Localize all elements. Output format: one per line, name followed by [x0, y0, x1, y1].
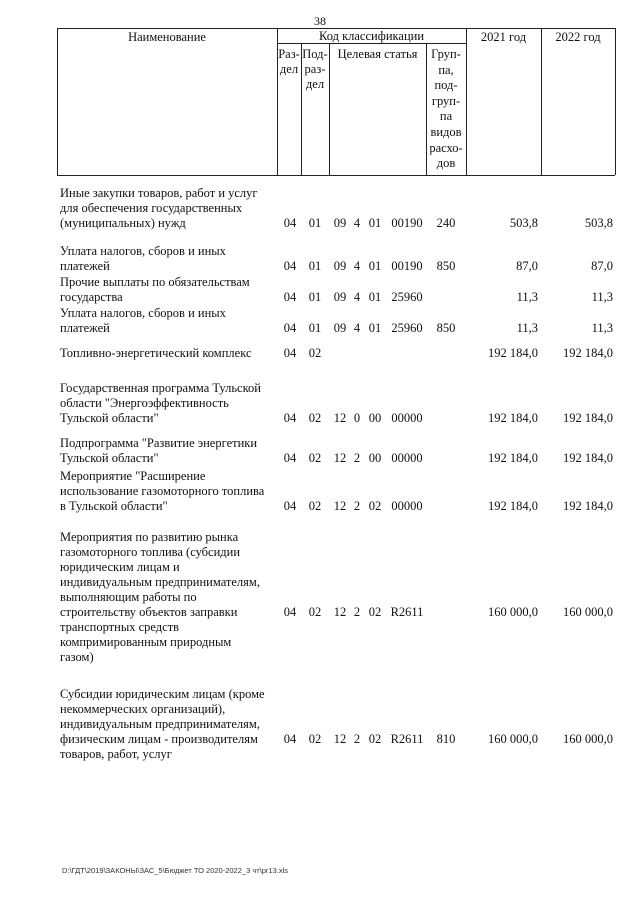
row-target-direction: R2611: [390, 605, 424, 619]
row-value-2022: 192 184,0: [563, 451, 613, 465]
header-target-article: Целевая статья: [337, 47, 418, 61]
row-target-program: 12: [333, 411, 347, 425]
header-podrazdel: Под- раз- дел: [302, 47, 328, 91]
row-value-2022: 503,8: [584, 216, 613, 230]
row-target-direction: 00000: [391, 451, 423, 465]
row-value-2022: 87,0: [591, 259, 613, 273]
row-target-event: 02: [368, 732, 382, 746]
row-target-direction: 25960: [391, 290, 423, 304]
row-target-program: 09: [333, 259, 347, 273]
row-podrazdel: 01: [308, 321, 322, 335]
row-value-2022: 11,3: [591, 321, 613, 335]
row-target-program: 09: [333, 290, 347, 304]
row-target-subprogram: 2: [353, 605, 361, 619]
row-value-2022: 160 000,0: [563, 605, 613, 619]
row-podrazdel: 01: [308, 290, 322, 304]
row-razdel: 04: [283, 346, 297, 360]
footer-file-path: D:\ГДТ\2019\ЗАКОНЫ\ЗАС_5\Бюджет ТО 2020-2022_3 чт\pr13.xls: [62, 866, 289, 875]
row-target-direction: 00000: [391, 411, 423, 425]
row-name: Прочие выплаты по обязательствам государства: [60, 275, 250, 304]
row-name: Мероприятие "Расширение использование газомоторного топлива в Тульской области": [60, 469, 265, 513]
row-name: Иные закупки товаров, работ и услуг для обеспечения государственных (муниципальных) нужд: [60, 186, 258, 230]
row-podrazdel: 01: [308, 216, 322, 230]
row-razdel: 04: [283, 259, 297, 273]
row-name: Субсидии юридическим лицам (кроме некоммерческих организаций), индивидуальным предпринимателям, физическим лицам - производителям товаров, работ, услуг: [60, 687, 265, 761]
row-target-subprogram: 4: [353, 259, 361, 273]
header-razdel: Раз- дел: [278, 47, 300, 76]
header-group: Груп- па, под- груп- па видов расхо- дов: [429, 47, 463, 171]
row-value-2021: 192 184,0: [488, 411, 538, 425]
row-razdel: 04: [283, 321, 297, 335]
row-target-program: 12: [333, 732, 347, 746]
row-target-direction: 00190: [391, 216, 423, 230]
row-group: 240: [436, 216, 456, 230]
row-podrazdel: 02: [308, 732, 322, 746]
row-target-event: 01: [368, 216, 382, 230]
row-value-2022: 11,3: [591, 290, 613, 304]
row-value-2021: 503,8: [509, 216, 538, 230]
row-name: Уплата налогов, сборов и иных платежей: [60, 244, 226, 273]
header-year-2022: 2022 год: [555, 30, 601, 44]
row-target-direction: 25960: [391, 321, 423, 335]
row-target-direction: 00000: [391, 499, 423, 513]
row-value-2021: 160 000,0: [488, 732, 538, 746]
row-target-event: 00: [368, 451, 382, 465]
row-value-2021: 11,3: [516, 290, 538, 304]
row-razdel: 04: [283, 216, 297, 230]
header-year-2021: 2021 год: [480, 30, 527, 44]
row-target-direction: R2611: [390, 732, 424, 746]
page-number: 38: [314, 14, 326, 28]
row-razdel: 04: [283, 499, 297, 513]
row-value-2022: 192 184,0: [563, 346, 613, 360]
row-razdel: 04: [283, 732, 297, 746]
row-value-2021: 192 184,0: [488, 451, 538, 465]
row-value-2021: 192 184,0: [488, 499, 538, 513]
row-value-2022: 192 184,0: [563, 411, 613, 425]
row-name: Мероприятия по развитию рынка газомоторного топлива (субсидии юридическим лицам и индивидуальным предпринимателям, выполняющим работы по строительству объектов заправки транспортных средств компримированным природным газом): [60, 530, 260, 664]
row-target-program: 12: [333, 499, 347, 513]
row-name: Топливно-энергетический комплекс: [60, 346, 252, 360]
row-podrazdel: 02: [308, 451, 322, 465]
row-target-event: 01: [368, 290, 382, 304]
row-name: Подпрограмма "Развитие энергетики Тульской области": [60, 436, 258, 465]
row-group: 850: [436, 321, 456, 335]
row-target-subprogram: 4: [353, 290, 361, 304]
row-podrazdel: 02: [308, 411, 322, 425]
row-value-2021: 192 184,0: [488, 346, 538, 360]
row-target-subprogram: 2: [353, 499, 361, 513]
row-value-2021: 87,0: [516, 259, 538, 273]
row-target-program: 09: [333, 321, 347, 335]
row-target-event: 02: [368, 499, 382, 513]
row-value-2021: 11,3: [516, 321, 538, 335]
row-target-subprogram: 2: [353, 451, 361, 465]
row-target-subprogram: 2: [353, 732, 361, 746]
row-group: 810: [436, 732, 456, 746]
row-value-2022: 160 000,0: [563, 732, 613, 746]
row-name: Уплата налогов, сборов и иных платежей: [60, 306, 226, 335]
row-podrazdel: 02: [308, 605, 322, 619]
header-code-classification: Код классификации: [318, 29, 425, 43]
row-podrazdel: 02: [308, 499, 322, 513]
row-value-2022: 192 184,0: [563, 499, 613, 513]
row-razdel: 04: [283, 451, 297, 465]
row-target-event: 02: [368, 605, 382, 619]
row-podrazdel: 02: [308, 346, 322, 360]
row-razdel: 04: [283, 290, 297, 304]
row-razdel: 04: [283, 605, 297, 619]
row-target-event: 01: [368, 259, 382, 273]
row-name: Государственная программа Тульской области "Энергоэффективность Тульской области": [60, 381, 261, 425]
row-target-subprogram: 4: [353, 321, 361, 335]
row-target-subprogram: 4: [353, 216, 361, 230]
row-target-direction: 00190: [391, 259, 423, 273]
row-group: 850: [436, 259, 456, 273]
header-name: Наименование: [128, 30, 206, 44]
row-podrazdel: 01: [308, 259, 322, 273]
row-target-program: 12: [333, 451, 347, 465]
row-target-program: 09: [333, 216, 347, 230]
row-razdel: 04: [283, 411, 297, 425]
row-target-event: 00: [368, 411, 382, 425]
row-target-subprogram: 0: [353, 411, 361, 425]
row-target-program: 12: [333, 605, 347, 619]
row-value-2021: 160 000,0: [488, 605, 538, 619]
row-target-event: 01: [368, 321, 382, 335]
